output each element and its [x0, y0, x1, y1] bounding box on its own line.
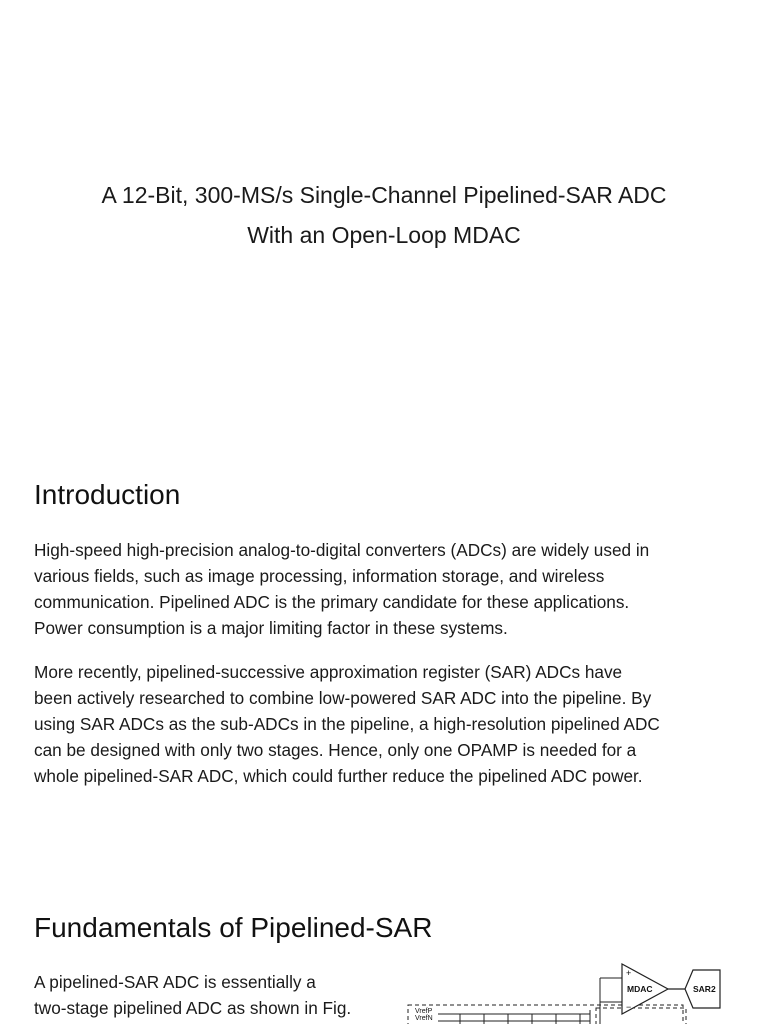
paragraph-line: two-stage pipelined ADC as shown in Fig. [34, 998, 352, 1018]
capacitor-array [438, 978, 622, 1024]
paragraph-line: been actively researched to combine low-powered SAR ADC into the pipeline. By [34, 688, 652, 708]
paragraph-line: using SAR ADCs as the sub-ADCs in the pipeline, a high-resolution pipelined ADC [34, 714, 660, 734]
sar2-label: SAR2 [693, 984, 716, 994]
vrefn-label: VrefN [415, 1015, 433, 1022]
paragraph-line: Power consumption is a major limiting factor in these systems. [34, 618, 508, 638]
paragraph-line: A pipelined-SAR ADC is essentially a [34, 972, 316, 992]
paper-title [0, 175, 768, 255]
pipelined-sar-block-diagram [400, 958, 730, 1024]
paragraph-line: whole pipelined-SAR ADC, which could further reduce the pipelined ADC power. [34, 766, 643, 786]
title-line-1: A 12-Bit, 300-MS/s Single-Channel Pipelined-SAR ADC [101, 182, 667, 208]
introduction-paragraph-1 [34, 537, 744, 641]
introduction-heading: Introduction [34, 479, 181, 510]
paragraph-line: High-speed high-precision analog-to-digital converters (ADCs) are widely used in [34, 540, 650, 560]
title-line-2: With an Open-Loop MDAC [247, 222, 521, 248]
mdac-label: MDAC [627, 984, 653, 994]
fundamentals-paragraph [34, 969, 394, 1021]
paragraph-line: various fields, such as image processing, information storage, and wireless [34, 566, 605, 586]
mdac-boundary-box [596, 1008, 686, 1024]
paragraph-line: communication. Pipelined ADC is the primary candidate for these applications. [34, 592, 630, 612]
vrefp-label: VrefP [415, 1008, 433, 1015]
fundamentals-heading: Fundamentals of Pipelined-SAR [34, 912, 433, 943]
minus-sign: − [626, 1002, 632, 1012]
paragraph-line: can be designed with only two stages. Hence, only one OPAMP is needed for a [34, 740, 637, 760]
plus-sign: + [626, 968, 632, 978]
introduction-paragraph-2 [34, 659, 744, 789]
paragraph-line: More recently, pipelined-successive approximation register (SAR) ADCs have [34, 662, 623, 682]
